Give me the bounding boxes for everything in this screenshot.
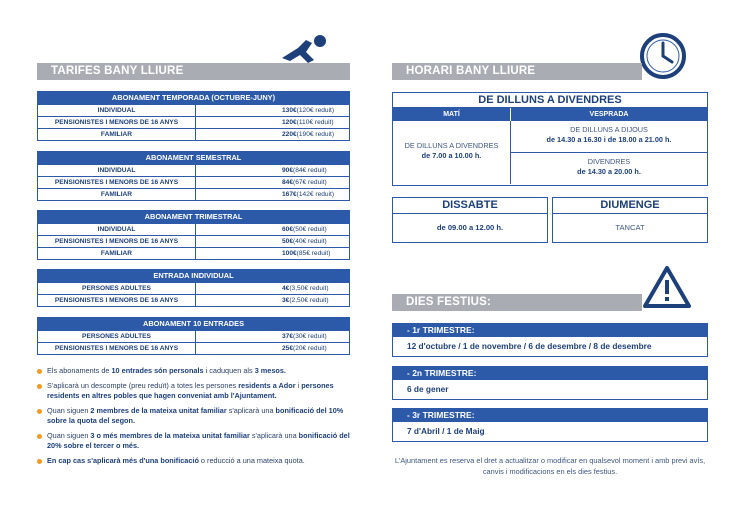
footer-note: L'Ajuntament es reserva el dret a actualitzar o modificar en qualsevol moment i amb previ avís, canvis i modificacions en els dies festius. bbox=[394, 456, 706, 476]
list-item: S'aplicarà un descompte (preu reduït) a totes les persones residents a Ador i persones residents en altres pobles que hagen conveniat amb l'Ajuntament. bbox=[37, 381, 350, 401]
table-row: PENSIONISTES I MENORS DE 16 ANYS 25€(20€ reduit) bbox=[38, 342, 349, 354]
table-title: ABONAMENT 10 ENTRADES bbox=[38, 318, 349, 330]
notes-list bbox=[37, 366, 350, 471]
table-row: INDIVIDUAL 130€(120€ reduit) bbox=[38, 104, 349, 116]
tariff-table-temporada bbox=[37, 91, 350, 141]
evening-cell-mon-thu: DE DILLUNS A DIJOUS de 14.30 a 16.30 i de 18.00 a 21.00 h. bbox=[546, 125, 672, 144]
table-row: INDIVIDUAL 60€(50€ reduit) bbox=[38, 223, 349, 235]
list-item: Quan siguen 2 membres de la mateixa unitat familiar s'aplicarà una bonificació del 10% sobre la quota del segon. bbox=[37, 406, 350, 426]
saturday-box: DISSABTE de 09.00 a 12.00 h. bbox=[392, 197, 548, 243]
list-item: En cap cas s'aplicarà més d'una bonificació o reducció a una mateixa quota. bbox=[37, 456, 350, 466]
holiday-q2: - 2n TRIMESTRE: 6 de gener bbox=[392, 366, 708, 400]
bullet-icon bbox=[37, 459, 42, 464]
table-row: PENSIONISTES I MENORS DE 16 ANYS 3€(2,50€ reduit) bbox=[38, 294, 349, 306]
sunday-box: DIUMENGE TANCAT bbox=[552, 197, 708, 243]
evening-cell-fri: DIVENDRES de 14.30 a 20.00 h. bbox=[511, 152, 707, 183]
tariff-table-trimestral bbox=[37, 210, 350, 260]
warning-icon bbox=[642, 265, 692, 309]
bullet-icon bbox=[37, 409, 42, 414]
table-title: ABONAMENT SEMESTRAL bbox=[38, 152, 349, 164]
morning-cell: DE DILLUNS A DIVENDRES de 7.00 a 10.00 h. bbox=[393, 121, 511, 184]
morning-label: MATÍ bbox=[393, 108, 511, 121]
table-row: PENSIONISTES I MENORS DE 16 ANYS 120€(110€ reduit) bbox=[38, 116, 349, 128]
holidays-header: DIES FESTIUS: bbox=[392, 294, 642, 311]
weekday-title: DE DILLUNS A DIVENDRES bbox=[393, 93, 707, 108]
table-row: INDIVIDUAL 90€(84€ reduit) bbox=[38, 164, 349, 176]
evening-label: VESPRADA bbox=[511, 108, 707, 121]
schedule-header: HORARI BANY LLIURE bbox=[392, 63, 642, 80]
table-row: PENSIONISTES I MENORS DE 16 ANYS 50€(40€ reduit) bbox=[38, 235, 349, 247]
table-row: FAMILIAR 220€(190€ reduit) bbox=[38, 128, 349, 140]
bullet-icon bbox=[37, 369, 42, 374]
table-row: FAMILIAR 167€(142€ reduit) bbox=[38, 188, 349, 200]
table-row: FAMILIAR 100€(85€ reduit) bbox=[38, 247, 349, 259]
table-row: PENSIONISTES I MENORS DE 16 ANYS 84€(67€ reduit) bbox=[38, 176, 349, 188]
table-row: PERSONES ADULTES 37€(30€ reduit) bbox=[38, 330, 349, 342]
weekday-schedule bbox=[392, 92, 708, 186]
tariffs-header: TARIFES BANY LLIURE bbox=[37, 63, 350, 80]
table-title: ABONAMENT TEMPORADA (OCTUBRE-JUNY) bbox=[38, 92, 349, 104]
tariff-table-10-entrades bbox=[37, 317, 350, 355]
holiday-q3: - 3r TRIMESTRE: 7 d'Abril / 1 de Maig bbox=[392, 408, 708, 442]
tariff-table-individual bbox=[37, 269, 350, 307]
tariff-table-semestral bbox=[37, 151, 350, 201]
table-title: ENTRADA INDIVIDUAL bbox=[38, 270, 349, 282]
holiday-q1: - 1r TRIMESTRE: 12 d'octubre / 1 de novembre / 6 de desembre / 8 de desembre bbox=[392, 323, 708, 357]
table-row: PERSONES ADULTES 4€(3,50€ reduit) bbox=[38, 282, 349, 294]
bullet-icon bbox=[37, 434, 42, 439]
clock-icon bbox=[638, 31, 688, 81]
list-item: Quan siguen 3 o més membres de la mateixa unitat familiar s'aplicarà una bonificació del 20% sobre el tercer o més. bbox=[37, 431, 350, 451]
bullet-icon bbox=[37, 384, 42, 389]
table-title: ABONAMENT TRIMESTRAL bbox=[38, 211, 349, 223]
list-item: Els abonaments de 10 entrades són personals i caduquen als 3 mesos. bbox=[37, 366, 350, 376]
